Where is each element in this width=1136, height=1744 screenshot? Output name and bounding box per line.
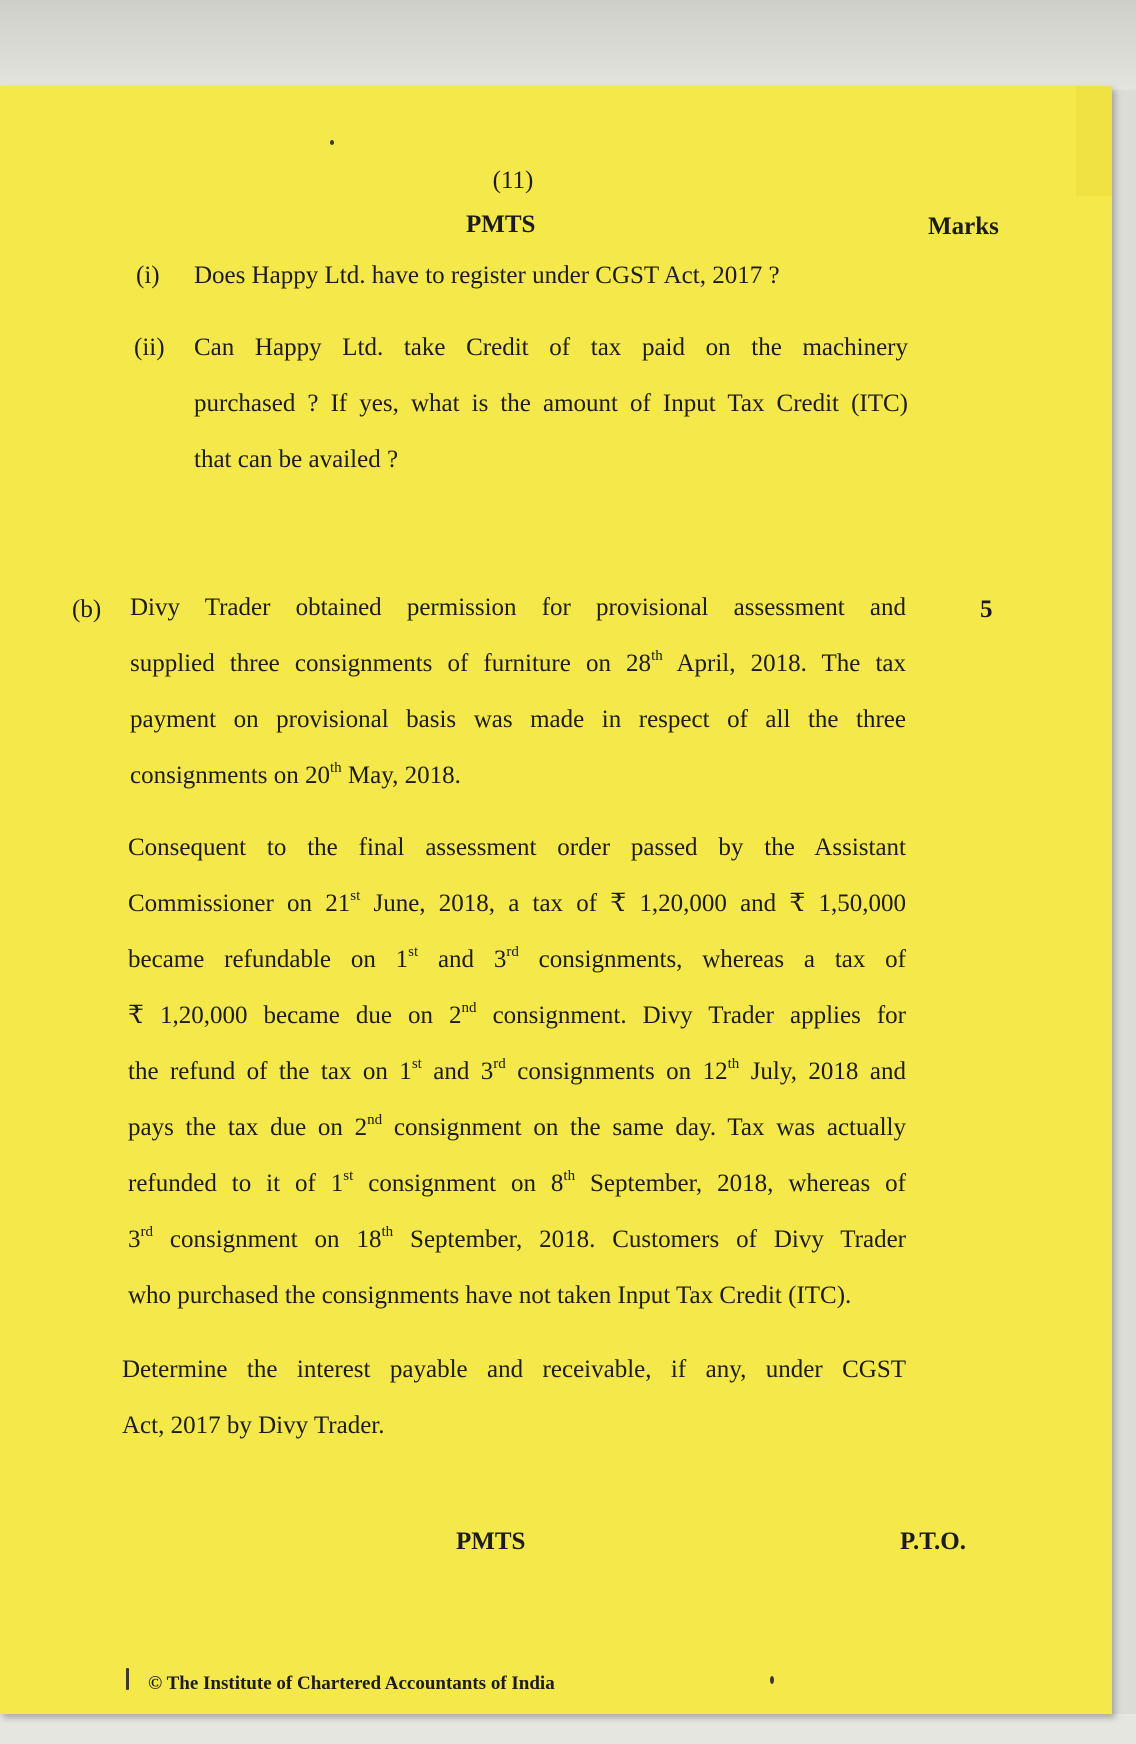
b-p2-line-5: the refund of the tax on 1st and 3rd consignments on 12th July, 2018 and [128,1055,906,1085]
scan-speck [770,1676,774,1684]
b-p2-line-8: 3rd consignment on 18th September, 2018. Customers of Divy Trader [128,1223,906,1253]
b-p2-line-2: Commissioner on 21st June, 2018, a tax of ₹ 1,20,000 and ₹ 1,50,000 [128,887,906,917]
header-paper-code: PMTS [466,211,536,238]
question-label-ii: (ii) [134,334,165,361]
b-p2-line-3: became refundable on 1st and 3rd consignments, whereas a tax of [128,943,906,973]
question-ii-line-3: that can be availed ? [194,446,399,473]
page-number: (11) [492,167,534,194]
question-ii-line-1: Can Happy Ltd. take Credit of tax paid on the machinery [194,334,908,361]
scan-bottom-margin [0,1714,1136,1744]
b-p1-line-1: Divy Trader obtained permission for provisional assessment and [130,594,906,621]
b-p3-line-1: Determine the interest payable and receivable, if any, under CGST [122,1356,906,1383]
pto-marker: P.T.O. [900,1528,966,1555]
scan-speck [126,1668,129,1690]
b-p3-line-2: Act, 2017 by Divy Trader. [122,1412,385,1439]
question-label-b: (b) [72,596,102,623]
b-p2-line-4: ₹ 1,20,000 became due on 2nd consignment. Divy Trader applies for [128,999,906,1029]
question-b-paragraph-1 [130,580,906,804]
question-ii-text [194,320,908,488]
copyright-notice: © The Institute of Chartered Accountants of India [148,1673,555,1694]
b-p2-line-9: who purchased the consignments have not taken Input Tax Credit (ITC). [128,1282,852,1309]
question-i-text [194,248,914,304]
scan-speck [330,140,334,145]
question-label-i: (i) [136,262,160,289]
b-p2-line-6: pays the tax due on 2nd consignment on the same day. Tax was actually [128,1111,906,1141]
marks-heading: Marks [928,213,999,240]
question-b-paragraph-3 [122,1342,906,1454]
b-p2-line-1: Consequent to the final assessment order passed by the Assistant [128,834,906,861]
question-i-line-1: Does Happy Ltd. have to register under CGST Act, 2017 ? [194,262,780,289]
b-p1-line-3: payment on provisional basis was made in respect of all the three [130,706,906,733]
footer-paper-code: PMTS [456,1528,526,1555]
b-p1-line-4: consignments on 20th May, 2018. [130,759,461,789]
scan-top-margin [0,0,1136,90]
b-p1-line-2: supplied three consignments of furniture on 28th April, 2018. The tax [130,647,906,677]
question-b-paragraph-2 [128,820,906,1324]
b-p2-line-7: refunded to it of 1st consignment on 8th September, 2018, whereas of [128,1167,906,1197]
question-ii-line-2: purchased ? If yes, what is the amount of Input Tax Credit (ITC) [194,390,908,417]
marks-value-b: 5 [980,596,993,623]
